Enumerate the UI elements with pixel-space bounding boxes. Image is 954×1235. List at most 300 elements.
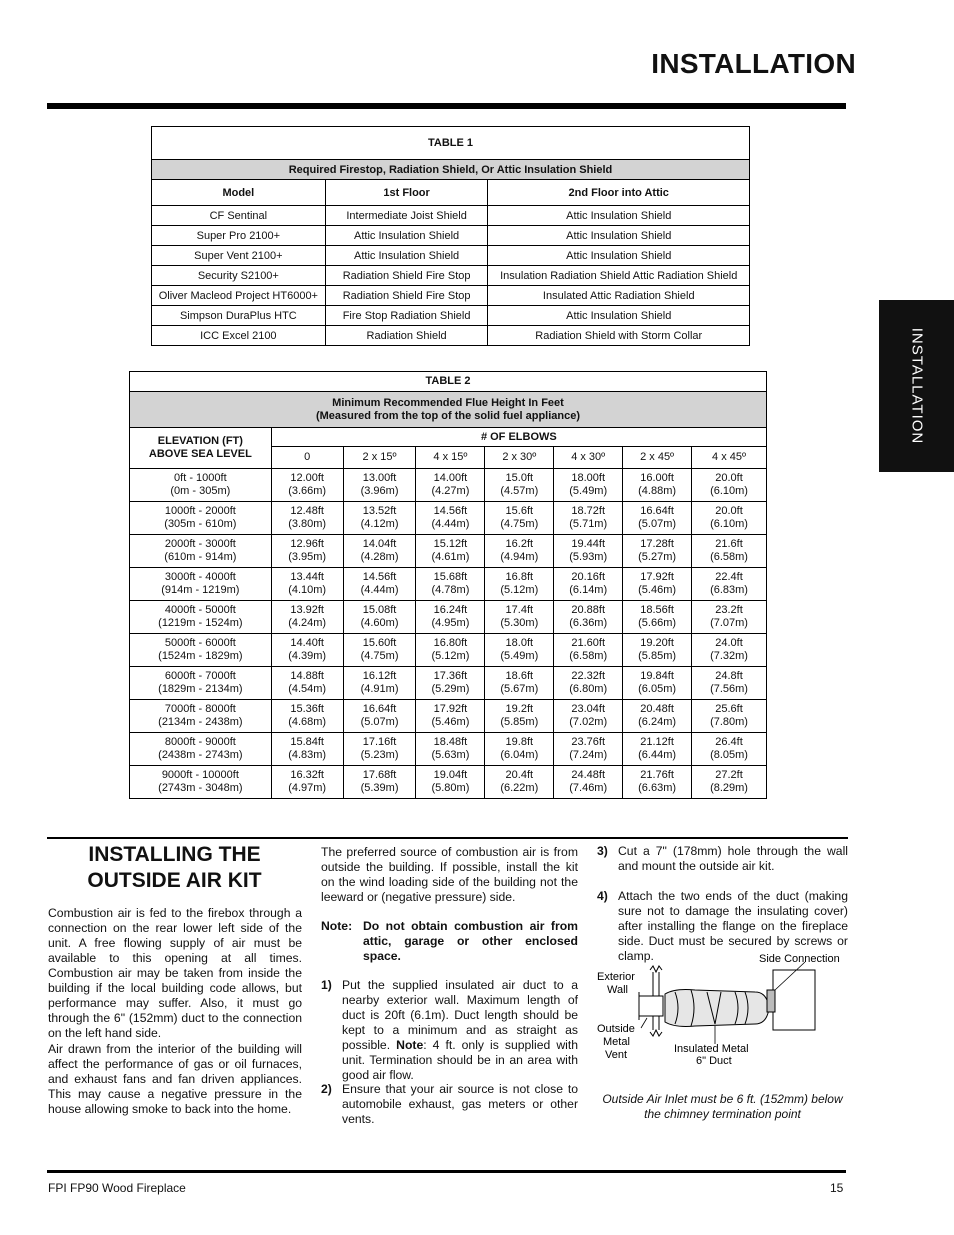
cell-line-secondary: (4.60m) [360,617,399,629]
table-cell [130,766,272,799]
cell-line-primary: 24.8ft [715,670,743,682]
cell-line-primary: 0ft - 1000ft [174,472,227,484]
table-cell [416,766,485,799]
table-cell [485,667,554,700]
table-cell [271,568,343,601]
cell-line-secondary: (3.80m) [288,518,327,530]
table-cell [485,700,554,733]
elbow-column-header: 2 x 45º [623,447,692,469]
step-text: Ensure that your air source is not close to automobile exhaust, gas meters or other vents. [342,1082,578,1126]
table-row [130,601,767,634]
cell-line-primary: 18.6ft [505,670,534,682]
cell-line-primary: 17.92ft [640,571,674,583]
cell-line-secondary: (7.07m) [710,617,748,629]
table-cell [416,502,485,535]
table-cell [343,535,416,568]
table-cell [692,502,767,535]
cell-line-primary: 12.48ft [290,505,324,517]
table-row [152,206,750,226]
table-row [130,700,767,733]
leader-vent [641,1018,647,1028]
cell-line-primary: 14.00ft [433,472,468,484]
table1-subtitle: Required Firestop, Radiation Shield, Or Attic Insulation Shield [152,160,750,180]
cell-line-secondary: (7.02m) [569,716,608,728]
step-1 [321,978,578,1083]
cell-line-secondary: (5.07m) [360,716,399,728]
cell-line-primary: 17.4ft [505,604,534,616]
table-cell [692,766,767,799]
cell-line-secondary: (7.56m) [710,683,748,695]
table-cell [343,469,416,502]
table-cell [271,667,343,700]
cell-line-primary: 18.48ft [433,736,468,748]
cell-line-primary: 24.0ft [715,637,743,649]
table-cell [554,766,623,799]
cell-line-secondary: (0m - 305m) [170,485,231,497]
cell-line-primary: 18.72ft [571,505,606,517]
cell-line-secondary: (4.91m) [360,683,399,695]
table-cell [623,568,692,601]
cell-line-secondary: (4.75m) [500,518,539,530]
table-cell [130,502,272,535]
cell-line-primary: 15.60ft [362,637,397,649]
table-2 [129,371,767,799]
section-rule [47,837,848,839]
elbow-column-header: 2 x 30º [485,447,554,469]
table-cell: Simpson DuraPlus HTC [152,306,326,326]
elbow-column-header: 4 x 45º [692,447,767,469]
cell-line-primary: 26.4ft [715,736,743,748]
cell-line-secondary: (5.39m) [360,782,399,794]
cell-line-secondary: (6.10m) [710,518,748,530]
paragraph-interior-air: Air drawn from the interior of the building will affect the performance of gas or oil furnaces, and exhaust fans and fan driven appliances. This may cause a negative pressure in the house allowing smoke to back into the home. [48,1042,302,1116]
cell-line-secondary: (2134m - 2438m) [158,716,243,728]
table-row [130,535,767,568]
label-duct-2: 6" Duct [696,1055,732,1067]
cell-line-primary: 19.8ft [505,736,534,748]
cell-line-primary: 15.12ft [433,538,468,550]
cell-line-primary: 20.88ft [571,604,606,616]
air-kit-diagram [595,948,850,1070]
cell-line-secondary: (305m - 610m) [164,518,237,530]
step1-note: Note [396,1038,424,1052]
step-text [342,978,578,1083]
cell-line-secondary: (6.10m) [710,485,748,497]
table-cell [554,469,623,502]
table-cell [130,634,272,667]
table-row [130,733,767,766]
table-row [152,286,750,306]
cell-line-secondary: (4.68m) [288,716,327,728]
cell-line-secondary: (4.44m) [431,518,470,530]
table-cell [130,535,272,568]
step-3 [597,844,848,874]
table-cell [343,667,416,700]
cell-line-primary: 16.00ft [640,472,674,484]
table-cell [271,502,343,535]
table-cell [485,502,554,535]
table-row [152,226,750,246]
cell-line-primary: 8000ft - 9000ft [164,736,236,748]
table1-title: TABLE 1 [152,127,750,160]
elevation-header-line2: ABOVE SEA LEVEL [148,448,252,460]
cell-line-secondary: (4.57m) [500,485,539,497]
cell-line-secondary: (4.83m) [288,749,327,761]
table-cell [130,700,272,733]
table-cell [271,601,343,634]
step-number: 2) [321,1082,332,1096]
table-row [152,246,750,266]
cell-line-secondary: (914m - 1219m) [161,584,240,596]
step-text: Attach the two ends of the duct (making sure not to damage the insulating cover) after installing the flange on the fireplace side. Duct must be secured by screws or clamp. [618,889,848,963]
cell-line-secondary: (6.22m) [500,782,539,794]
elevation-header-line1: ELEVATION (FT) [157,435,243,447]
table-cell: ICC Excel 2100 [152,326,326,346]
cell-line-secondary: (4.94m) [500,551,539,563]
table1-body [152,206,750,346]
table-cell [130,601,272,634]
cell-line-primary: 15.08ft [362,604,397,616]
label-outside-vent-2: Metal [603,1036,630,1048]
cell-line-primary: 25.6ft [715,703,743,715]
cell-line-primary: 12.00ft [290,472,324,484]
cell-line-primary: 6000ft - 7000ft [164,670,236,682]
cell-line-secondary: (4.75m) [360,650,399,662]
table-row [152,266,750,286]
label-outside-vent-1: Outside [597,1023,635,1035]
cell-line-secondary: (5.71m) [569,518,608,530]
cell-line-secondary: (5.49m) [569,485,608,497]
cell-line-secondary: (6.24m) [638,716,677,728]
cell-line-primary: 15.84ft [290,736,324,748]
cell-line-secondary: (1219m - 1524m) [158,617,243,629]
table-cell [271,733,343,766]
cell-line-secondary: (6.58m) [569,650,608,662]
table-cell [554,568,623,601]
cell-line-secondary: (5.85m) [500,716,539,728]
table-cell [130,568,272,601]
cell-line-secondary: (6.04m) [500,749,539,761]
table-1 [151,126,750,346]
table-cell [485,733,554,766]
cell-line-primary: 16.8ft [505,571,534,583]
cell-line-primary: 22.32ft [571,670,606,682]
table-cell [416,667,485,700]
cell-line-primary: 3000ft - 4000ft [164,571,236,583]
table-cell [623,469,692,502]
table-row [130,766,767,799]
cell-line-primary: 19.04ft [433,769,468,781]
cell-line-secondary: (4.10m) [288,584,327,596]
table-cell [271,535,343,568]
cell-line-secondary: (5.46m) [431,716,470,728]
cell-line-primary: 5000ft - 6000ft [164,637,236,649]
cell-line-primary: 18.56ft [640,604,674,616]
table-cell [485,601,554,634]
table-row [130,568,767,601]
cell-line-primary: 20.16ft [571,571,606,583]
paragraph-preferred-source: The preferred source of combustion air is from outside the building. If possible, install the kit on the wind loading side of the building not the leeward or (negative pressure) side. [321,845,578,904]
label-exterior-wall-2: Wall [607,984,628,996]
cell-line-secondary: (4.88m) [638,485,677,497]
table-row [152,326,750,346]
table-cell: Radiation Shield [325,326,488,346]
cell-line-secondary: (6.36m) [569,617,608,629]
table-cell [692,700,767,733]
cell-line-primary: 2000ft - 3000ft [164,538,236,550]
cell-line-primary: 17.36ft [433,670,468,682]
table-cell [485,634,554,667]
table-cell [692,733,767,766]
cell-line-primary: 16.80ft [433,637,468,649]
cell-line-primary: 17.16ft [362,736,397,748]
table-cell: Insulation Radiation Shield Attic Radiation Shield [488,266,750,286]
table-cell [623,733,692,766]
cell-line-primary: 9000ft - 10000ft [161,769,239,781]
elbow-column-header: 4 x 30º [554,447,623,469]
table-cell [271,634,343,667]
cell-line-secondary: (4.61m) [431,551,470,563]
table-cell [554,634,623,667]
table-row [130,502,767,535]
cell-line-secondary: (5.80m) [431,782,470,794]
cell-line-secondary: (4.28m) [360,551,399,563]
table-cell [485,469,554,502]
table1-header-2nd-floor: 2nd Floor into Attic [488,180,750,206]
table2-subtitle [130,392,767,428]
cell-line-primary: 13.92ft [290,604,324,616]
cell-line-primary: 12.96ft [290,538,324,550]
table-cell [554,733,623,766]
table-cell [130,667,272,700]
caption-line2: the chimney termination point [644,1107,801,1121]
cell-line-primary: 23.76ft [571,736,606,748]
cell-line-primary: 16.32ft [290,769,324,781]
footer-rule [47,1170,846,1173]
table-cell: Oliver Macleod Project HT6000+ [152,286,326,306]
label-outside-vent-3: Vent [605,1049,628,1061]
table-cell: Attic Insulation Shield [325,246,488,266]
cell-line-primary: 13.00ft [362,472,397,484]
table-cell [623,535,692,568]
note-text: Do not obtain combustion air from attic, garage or other enclosed space. [363,919,578,963]
cell-line-secondary: (6.63m) [638,782,677,794]
cell-line-secondary: (5.85m) [638,650,677,662]
cell-line-primary: 16.24ft [433,604,468,616]
note-block [321,919,578,964]
table-cell [343,502,416,535]
cell-line-primary: 21.76ft [640,769,674,781]
cell-line-primary: 16.64ft [362,703,397,715]
cell-line-secondary: (7.32m) [710,650,748,662]
table1-header-1st-floor: 1st Floor [325,180,488,206]
table-row [130,634,767,667]
table-cell: Super Pro 2100+ [152,226,326,246]
caption-line1: Outside Air Inlet must be 6 ft. (152mm) below [602,1092,843,1106]
cell-line-primary: 4000ft - 5000ft [164,604,236,616]
footer-title: FPI FP90 Wood Fireplace [48,1181,186,1195]
step-text: Cut a 7" (178mm) hole through the wall and mount the outside air kit. [618,844,848,873]
table-cell: Attic Insulation Shield [488,206,750,226]
table-cell [343,700,416,733]
cell-line-secondary: (8.29m) [710,782,748,794]
table-cell [343,733,416,766]
cell-line-primary: 15.0ft [505,472,534,484]
label-exterior-wall-1: Exterior [597,971,635,983]
cell-line-primary: 14.56ft [433,505,468,517]
table-cell [416,601,485,634]
table-cell [416,469,485,502]
cell-line-secondary: (4.54m) [288,683,327,695]
table-cell [623,601,692,634]
cell-line-primary: 19.44ft [571,538,606,550]
table-cell [692,568,767,601]
table1-header-model: Model [152,180,326,206]
table-row [130,667,767,700]
table-cell [554,700,623,733]
cell-line-secondary: (2743m - 3048m) [158,782,243,794]
cell-line-primary: 22.4ft [715,571,743,583]
side-tab [879,300,954,472]
table-cell [623,766,692,799]
step-number: 1) [321,978,332,992]
cell-line-primary: 7000ft - 8000ft [164,703,236,715]
cell-line-primary: 17.68ft [362,769,397,781]
table-cell [554,667,623,700]
cell-line-secondary: (6.05m) [638,683,677,695]
cell-line-primary: 16.2ft [505,538,534,550]
table2-elbows-header: # OF ELBOWS [271,428,766,447]
table-cell: CF Sentinal [152,206,326,226]
cell-line-secondary: (7.80m) [710,716,748,728]
table-cell: Attic Insulation Shield [488,306,750,326]
table2-elevation-header [130,428,272,469]
table-cell: Radiation Shield with Storm Collar [488,326,750,346]
cell-line-secondary: (7.46m) [569,782,608,794]
table-cell [623,502,692,535]
cell-line-primary: 13.52ft [362,505,397,517]
label-side-connection: Side Connection [759,953,840,965]
header-rule [47,103,846,109]
cell-line-secondary: (7.24m) [569,749,608,761]
cell-line-secondary: (2438m - 2743m) [158,749,243,761]
cell-line-secondary: (5.12m) [500,584,539,596]
cell-line-primary: 15.68ft [433,571,468,583]
page-title: INSTALLATION [651,48,856,79]
table2-subtitle-line2: (Measured from the top of the solid fuel appliance) [315,409,581,422]
table-cell [485,568,554,601]
cell-line-secondary: (5.12m) [431,650,470,662]
table-cell: Attic Insulation Shield [325,226,488,246]
cell-line-primary: 20.0ft [715,505,743,517]
duct-shape [665,990,769,1027]
paragraph-combustion-air: Combustion air is fed to the firebox through a connection on the rear lower left side of the unit. A free flowing supply of air must be available to this opening at all times. Combustion air may be taken from inside the building if the local building code allows, but performance may suffer. Also, it must go through the 6" (152mm) duct to the connection on the left hand side. [48,906,302,1040]
cell-line-secondary: (5.49m) [500,650,539,662]
table-cell [692,634,767,667]
table-cell [271,700,343,733]
cell-line-primary: 1000ft - 2000ft [164,505,236,517]
cell-line-primary: 16.64ft [640,505,674,517]
table-cell: Radiation Shield Fire Stop [325,286,488,306]
table-cell: Intermediate Joist Shield [325,206,488,226]
cell-line-primary: 23.04ft [571,703,606,715]
cell-line-primary: 14.04ft [362,538,397,550]
cell-line-primary: 13.44ft [290,571,324,583]
cell-line-secondary: (5.46m) [638,584,677,596]
table-cell: Attic Insulation Shield [488,226,750,246]
step1-text-a: Put the supplied insulated air duct to a nearby exterior wall. Maximum length of duct is 20ft (6.1m). Duct length should be kept to a minimum and as straight as possible. [342,978,578,1052]
page-number: 15 [830,1181,844,1195]
table-cell [485,535,554,568]
cell-line-primary: 16.12ft [362,670,397,682]
cell-line-secondary: (6.83m) [710,584,748,596]
table-cell [692,667,767,700]
cell-line-primary: 17.28ft [640,538,674,550]
side-tab-label: INSTALLATION [908,327,925,445]
cell-line-secondary: (8.05m) [710,749,748,761]
table-cell [343,601,416,634]
cell-line-secondary: (3.96m) [360,485,399,497]
table2-subtitle-line1: Minimum Recommended Flue Height In Feet [332,396,564,409]
table-cell: Attic Insulation Shield [488,246,750,266]
step1-text-b: : 4 ft. only is supplied with unit. Termination should be in an area with good air flow. [342,1038,578,1082]
table-cell: Security S2100+ [152,266,326,286]
step-2 [321,1082,578,1127]
table-row [152,306,750,326]
cell-line-secondary: (5.27m) [638,551,677,563]
cell-line-secondary: (5.67m) [500,683,539,695]
table-cell [554,535,623,568]
cell-line-secondary: (6.14m) [569,584,608,596]
cell-line-secondary: (1829m - 2134m) [158,683,243,695]
cell-line-primary: 18.00ft [571,472,606,484]
cell-line-primary: 23.2ft [715,604,743,616]
cell-line-secondary: (6.80m) [569,683,608,695]
cell-line-secondary: (610m - 914m) [164,551,237,563]
cell-line-primary: 20.4ft [505,769,534,781]
cell-line-primary: 20.48ft [640,703,674,715]
cell-line-secondary: (6.44m) [638,749,677,761]
diagram-caption [595,1092,850,1122]
elbow-column-header: 2 x 15º [343,447,416,469]
cell-line-primary: 15.36ft [290,703,324,715]
table-cell [692,469,767,502]
cell-line-primary: 20.0ft [715,472,743,484]
cell-line-secondary: (6.58m) [710,551,748,563]
table-cell [416,733,485,766]
table-cell: Insulated Attic Radiation Shield [488,286,750,306]
cell-line-primary: 17.92ft [433,703,468,715]
table-cell [130,469,272,502]
table-cell [692,601,767,634]
cell-line-primary: 21.60ft [571,637,606,649]
cell-line-secondary: (4.27m) [431,485,470,497]
table-cell [343,634,416,667]
table-cell [343,766,416,799]
section-heading [47,842,302,894]
cell-line-primary: 18.0ft [505,637,534,649]
cell-line-primary: 21.6ft [715,538,743,550]
cell-line-primary: 15.6ft [505,505,534,517]
unit-shape [767,970,815,1030]
cell-line-secondary: (5.23m) [360,749,399,761]
cell-line-primary: 19.20ft [640,637,674,649]
table-cell [271,766,343,799]
table-cell [343,568,416,601]
table2-title: TABLE 2 [130,372,767,392]
table-cell [416,535,485,568]
table-row [130,469,767,502]
